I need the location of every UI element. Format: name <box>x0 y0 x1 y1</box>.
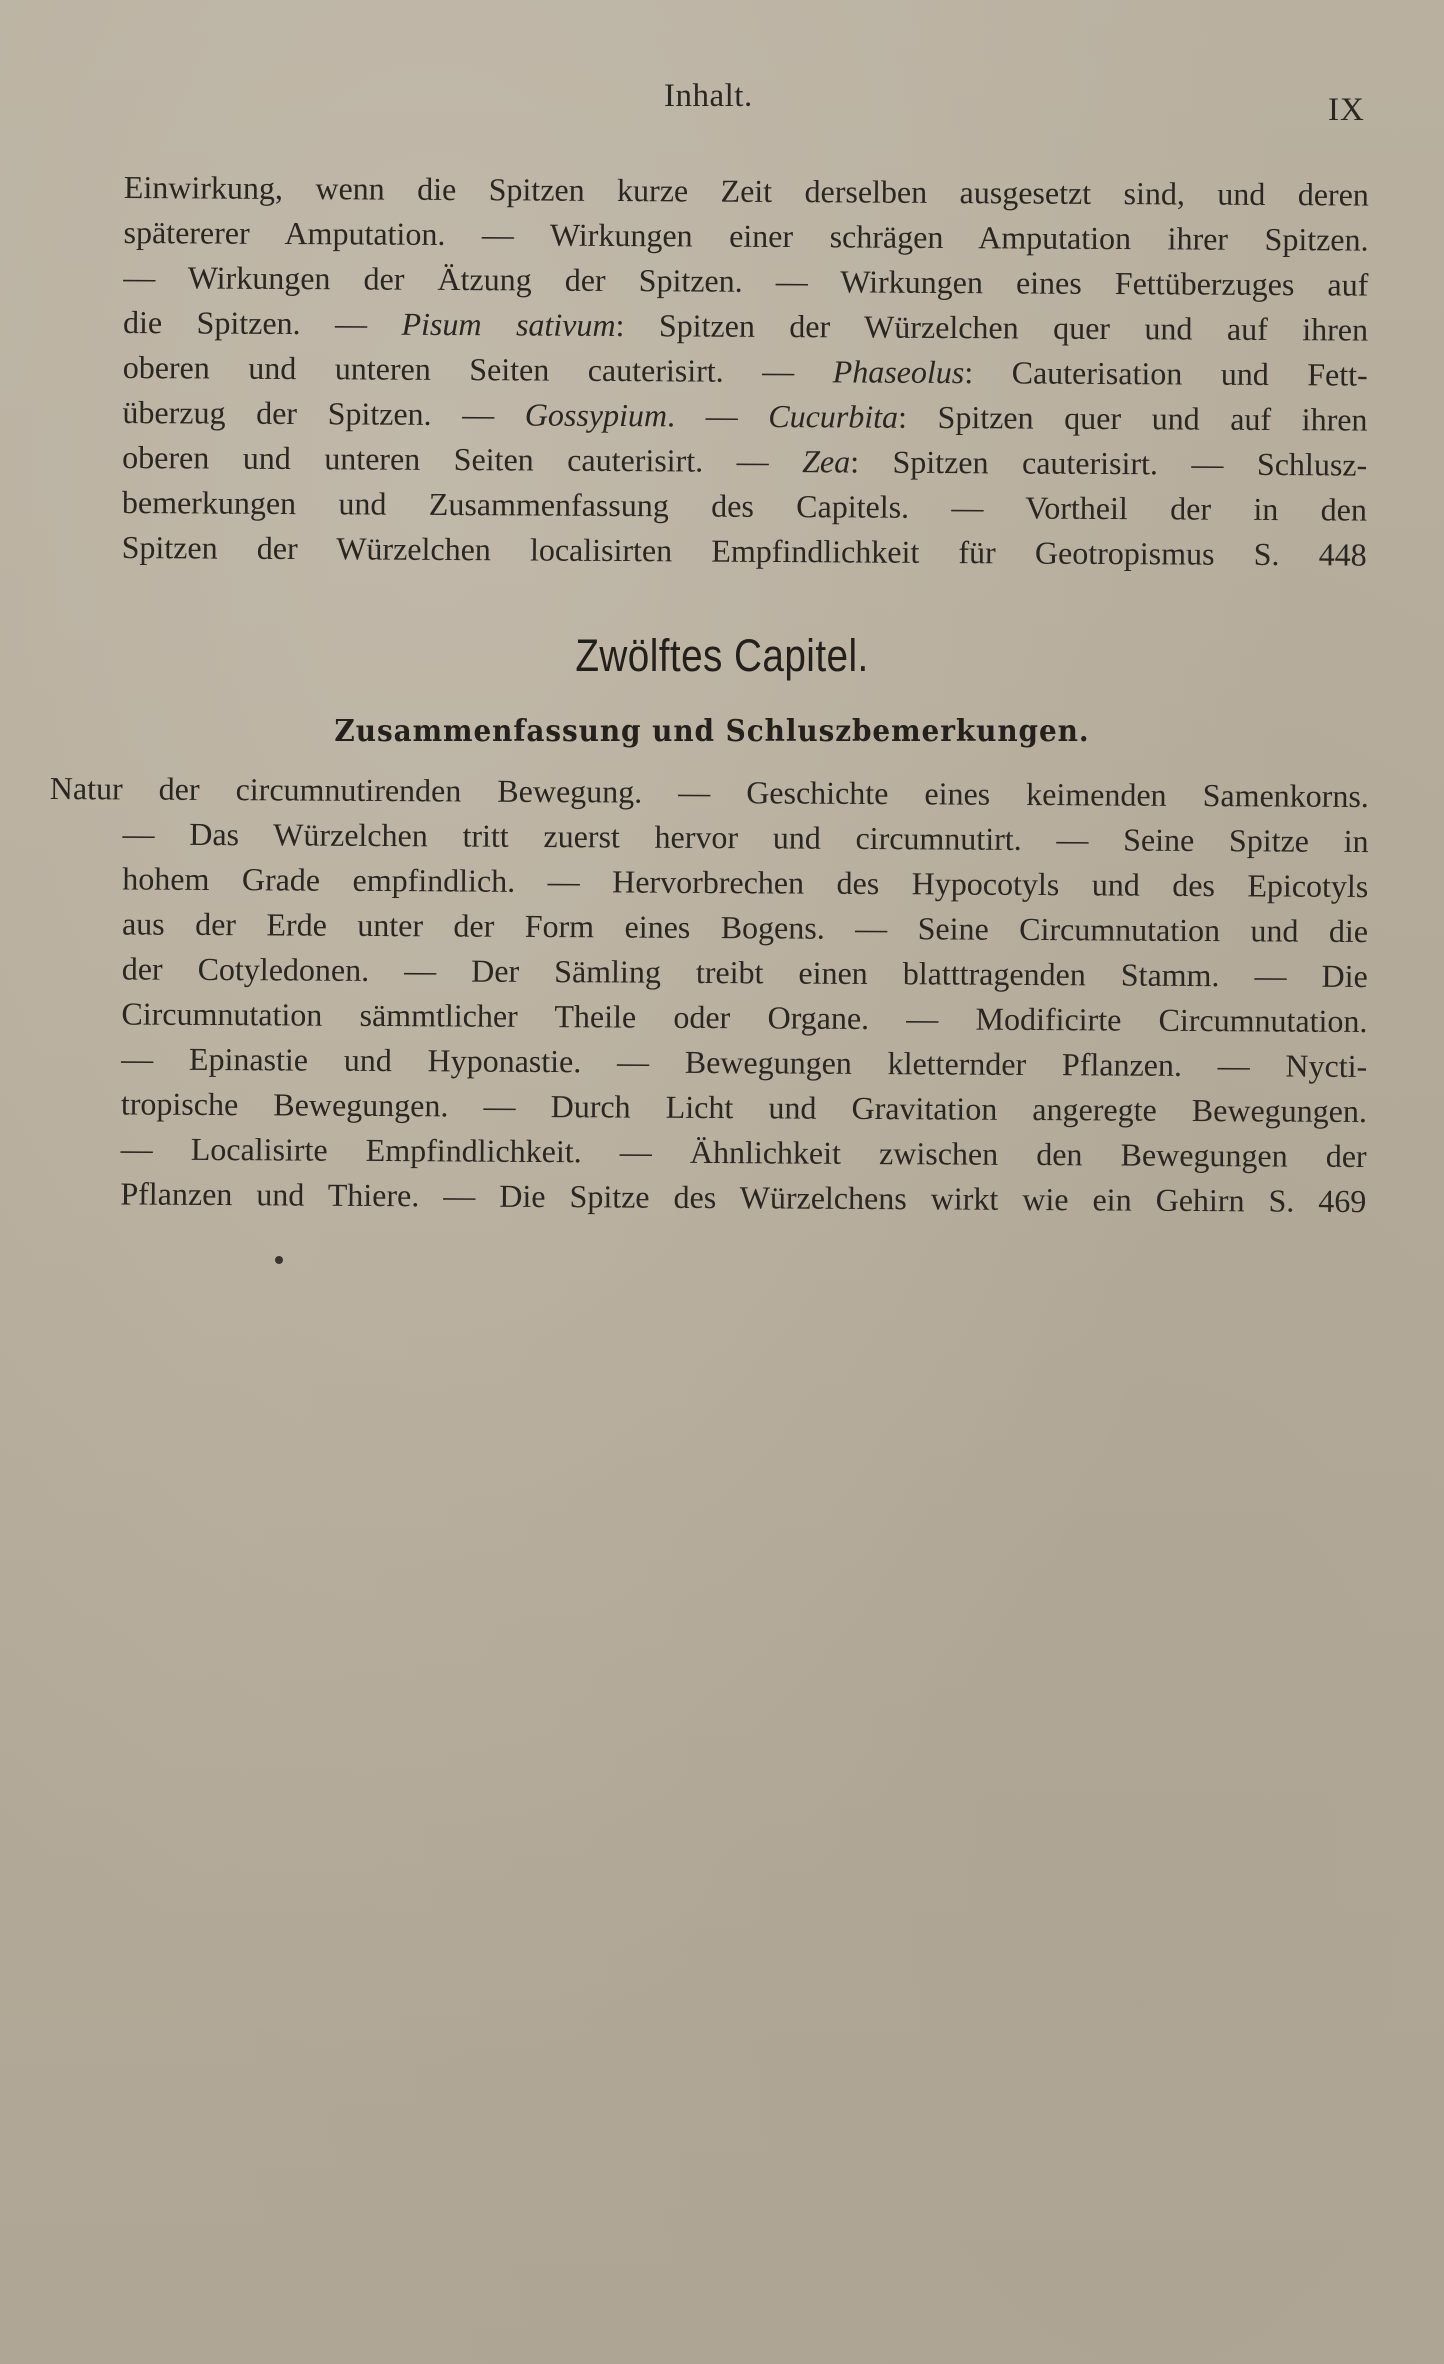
text-line <box>123 345 1368 398</box>
chapter-subtitle: Zusammenfassung und Schluszbemerkungen. <box>334 714 1090 749</box>
text-line: bemerkungen und Zusammenfassung des Capitels. — Vortheil der in den <box>121 483 1368 528</box>
text-line: — Das Würzelchen tritt zuerst hervor und circumnutirt. — Seine Spitze in <box>122 815 1369 860</box>
text-line: Spitzen der Würzelchen localisirten Empfindlichkeit für Geotropismus S. 448 <box>121 528 1367 573</box>
contents-entry-chapter-12 <box>47 766 1369 1224</box>
text-span: : Spitzen quer und auf ihren <box>897 398 1368 438</box>
text-line: spätererer Amputation. — Wirkungen einer schrägen Amputation ihrer Spitzen. <box>123 213 1369 258</box>
species-name: Gossypium <box>524 396 668 434</box>
contents-entry-chapter-11 <box>122 165 1369 578</box>
text-line: Natur der circumnutirenden Bewegung. — Geschichte eines keimenden Samenkorns. <box>49 769 1369 815</box>
text-line <box>123 300 1368 353</box>
text-line: — Localisirte Empfindlichkeit. — Ähnlichkeit zwischen den Bewegungen der <box>120 1130 1367 1175</box>
text-span: : Spitzen cauterisirt. — Schlusz- <box>850 443 1368 483</box>
species-name: Pisum sativum <box>401 305 616 344</box>
species-name: Phaseolus <box>832 353 965 391</box>
text-line: hohem Grade empfindlich. — Hervorbrechen des Hypocotyls und des Epicotyls <box>122 860 1369 905</box>
text-line: — Epinastie und Hyponastie. — Bewegungen kletternder Pflanzen. — Nycti- <box>121 1040 1368 1085</box>
page-number: IX <box>1328 92 1365 128</box>
text-line: der Cotyledonen. — Der Sämling treibt einen blatttragenden Stamm. — Die <box>121 950 1368 995</box>
text-span: . — <box>666 397 769 434</box>
text-span: die Spitzen. — <box>122 303 402 342</box>
ink-speck <box>275 1256 283 1264</box>
text-line: — Wirkungen der Ätzung der Spitzen. — Wirkungen eines Fettüberzuges auf <box>123 258 1369 303</box>
running-title: Inhalt. <box>664 78 753 114</box>
text-span: oberen und unteren Seiten cauterisirt. — <box>122 438 803 480</box>
text-line <box>122 390 1367 443</box>
text-line: Circumnutation sämmtlicher Theile oder Organe. — Modificirte Circumnutation. <box>121 995 1368 1040</box>
text-span: : Spitzen der Würzelchen quer und auf ihren <box>615 307 1369 348</box>
text-line: aus der Erde unter der Form eines Bogens. — Seine Circumnutation und die <box>121 905 1369 950</box>
text-line: Einwirkung, wenn die Spitzen kurze Zeit derselben ausgesetzt sind, und deren <box>123 168 1369 213</box>
text-span: oberen und unteren Seiten cauterisirt. — <box>122 348 833 390</box>
text-span: : Cauterisation und Fett- <box>964 354 1368 393</box>
text-line <box>122 435 1367 488</box>
text-span: überzug der Spitzen. — <box>122 393 525 433</box>
text-line: tropische Bewegungen. — Durch Licht und Gravitation angeregte Bewegungen. <box>120 1085 1368 1130</box>
running-head <box>0 78 1444 128</box>
text-line: Pflanzen und Thiere. — Die Spitze des Würzelchens wirkt wie ein Gehirn S. 469 <box>120 1175 1367 1220</box>
species-name: Zea <box>802 443 851 480</box>
chapter-heading: Zwölftes Capitel. <box>575 630 869 681</box>
species-name: Cucurbita <box>768 397 899 435</box>
